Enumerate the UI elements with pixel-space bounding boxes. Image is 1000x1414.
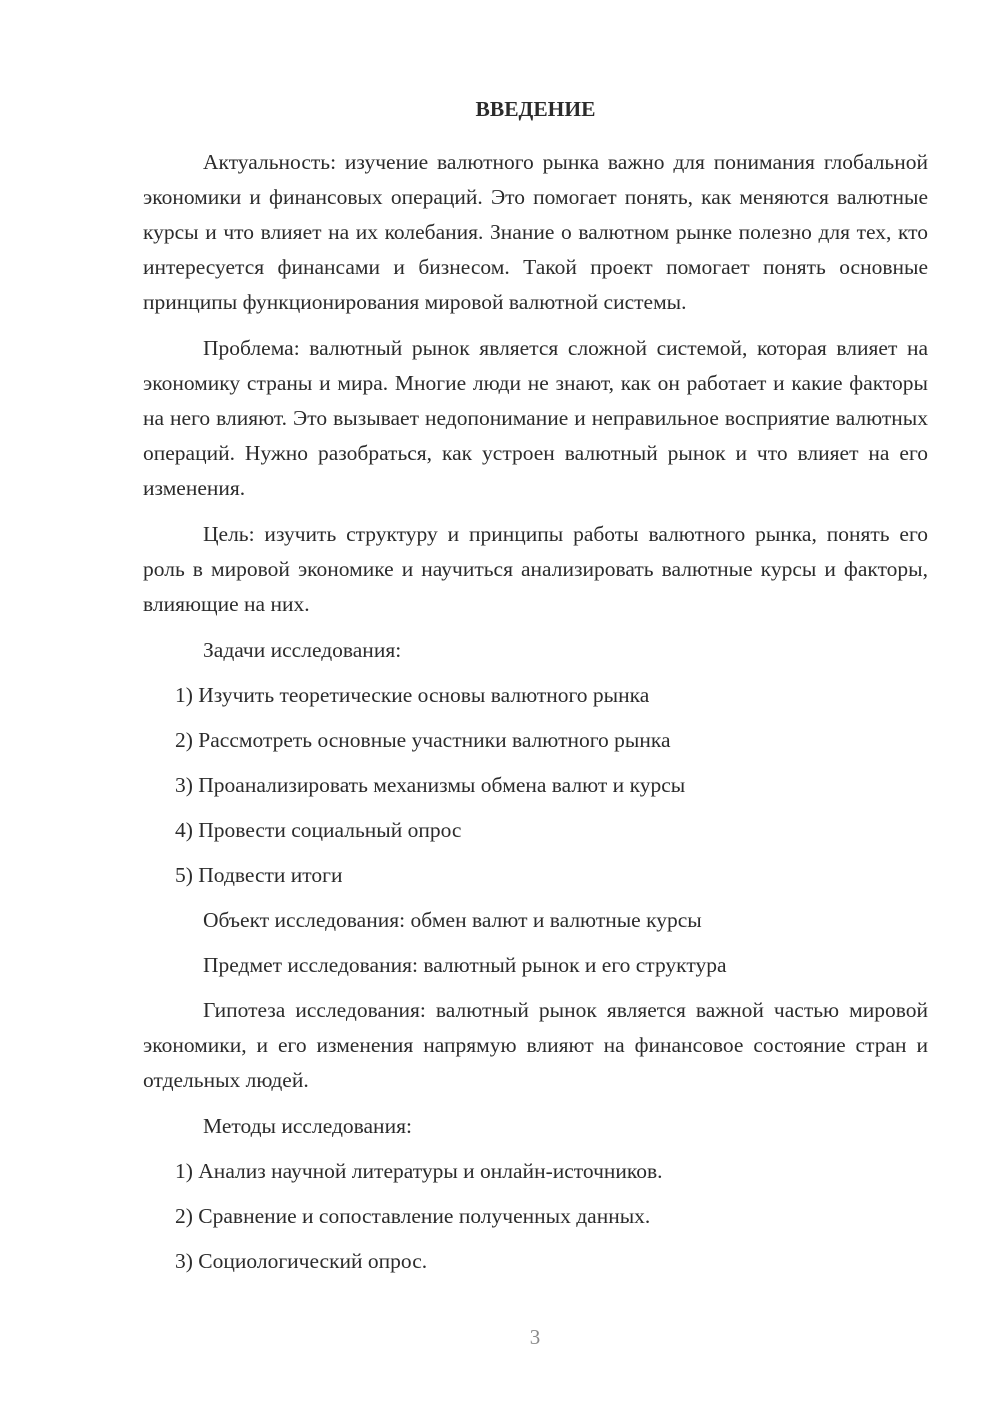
document-page xyxy=(143,92,928,1289)
list-item: 2) Сравнение и сопоставление полученных данных. xyxy=(175,1204,651,1228)
page-number: 3 xyxy=(529,1325,541,1349)
methods-list xyxy=(143,1154,928,1279)
subject-line: Предмет исследования: валютный рынок и его структура xyxy=(203,953,727,977)
list-item: 3) Социологический опрос. xyxy=(175,1249,428,1273)
goal-paragraph: Цель: изучить структуру и принципы работы валютного рынка, понять его роль в мировой экономике и научиться анализировать валютные курсы и факторы, влияющие на них. xyxy=(143,522,928,616)
page-title: ВВЕДЕНИЕ xyxy=(475,97,596,121)
relevance-paragraph: Актуальность: изучение валютного рынка важно для понимания глобальной экономики и финансовых операций. Это помогает понять, как меняются валютные курсы и что влияет на их колебания. Знание о валютном рынке полезно для тех, кто интересуется финансами и бизнесом. Такой проект помогает понять основные принципы функционирования мировой валютной системы. xyxy=(143,150,928,314)
list-item: 4) Провести социальный опрос xyxy=(175,818,462,842)
object-line: Объект исследования: обмен валют и валютные курсы xyxy=(203,908,702,932)
tasks-heading: Задачи исследования: xyxy=(203,638,402,662)
list-item: 2) Рассмотреть основные участники валютного рынка xyxy=(175,728,671,752)
problem-paragraph: Проблема: валютный рынок является сложной системой, которая влияет на экономику страны и мира. Многие люди не знают, как он работает и какие факторы на него влияют. Это вызывает недопонимание и неправильное восприятие валютных операций. Нужно разобраться, как устроен валютный рынок и что влияет на его изменения. xyxy=(143,336,928,500)
hypothesis-paragraph: Гипотеза исследования: валютный рынок является важной частью мировой экономики, и его изменения напрямую влияют на финансовое состояние стран и отдельных людей. xyxy=(143,998,928,1092)
methods-heading: Методы исследования: xyxy=(203,1114,412,1138)
list-item: 5) Подвести итоги xyxy=(175,863,343,887)
list-item: 3) Проанализировать механизмы обмена валют и курсы xyxy=(175,773,686,797)
list-item: 1) Изучить теоретические основы валютного рынка xyxy=(175,683,650,707)
tasks-list xyxy=(143,678,928,893)
list-item: 1) Анализ научной литературы и онлайн-источников. xyxy=(175,1159,663,1183)
